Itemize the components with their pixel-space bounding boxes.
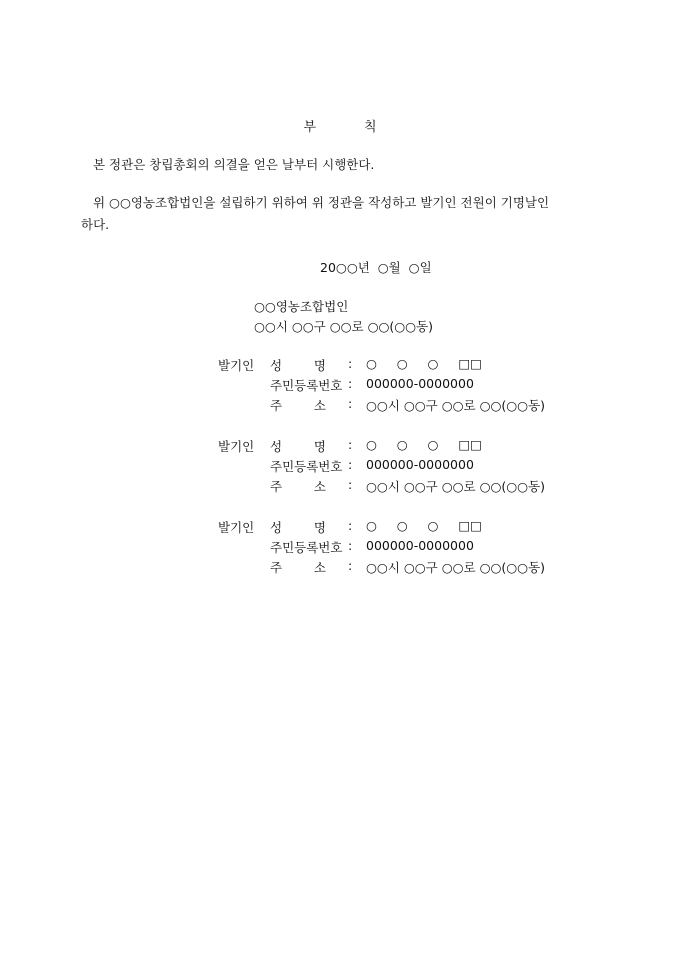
colon: :	[348, 477, 353, 492]
colon: :	[348, 396, 353, 411]
corporation-name: ○○영농조합법인	[254, 299, 349, 314]
promoter-block	[218, 356, 618, 420]
colon: :	[348, 376, 353, 391]
colon: :	[348, 558, 353, 573]
rrn-label: 주민등록번호	[270, 378, 343, 393]
address-label: 주 소	[270, 398, 326, 413]
name-label: 성 명	[270, 520, 326, 535]
corporation-address: ○○시 ○○구 ○○로 ○○(○○동)	[254, 319, 434, 334]
name-label: 성 명	[270, 439, 326, 454]
promoter-block	[218, 437, 618, 501]
promoter-rrn: 000000-0000000	[366, 376, 474, 391]
colon: :	[348, 518, 353, 533]
page-title	[0, 116, 680, 135]
promoter-name: ○ ○ ○ □□	[366, 518, 482, 533]
title-right-char: 칙	[364, 120, 377, 135]
promoter-name: ○ ○ ○ □□	[366, 437, 482, 452]
promoter-address: ○○시 ○○구 ○○로 ○○(○○동)	[366, 560, 546, 575]
title-left-char: 부	[303, 120, 316, 135]
address-label: 주 소	[270, 479, 326, 494]
promoter-role-label: 발기인	[218, 520, 255, 535]
rrn-label: 주민등록번호	[270, 459, 343, 474]
colon: :	[348, 457, 353, 472]
promoter-rrn: 000000-0000000	[366, 457, 474, 472]
colon: :	[348, 356, 353, 371]
colon: :	[348, 538, 353, 553]
rrn-label: 주민등록번호	[270, 540, 343, 555]
establishment-clause-line1: 위 ○○영농조합법인을 설립하기 위하여 위 정관을 작성하고 발기인 전원이 기명날인	[93, 195, 550, 210]
promoter-role-label: 발기인	[218, 358, 255, 373]
establishment-clause-line2: 하다.	[81, 217, 110, 232]
effective-date-clause: 본 정관은 창립총회의 의결을 얻은 날부터 시행한다.	[93, 157, 375, 172]
name-label: 성 명	[270, 358, 326, 373]
promoter-block	[218, 518, 618, 582]
promoter-name: ○ ○ ○ □□	[366, 356, 482, 371]
promoter-role-label: 발기인	[218, 439, 255, 454]
promoter-rrn: 000000-0000000	[366, 538, 474, 553]
document-date: 20○○년 ○월 ○일	[320, 260, 432, 275]
address-label: 주 소	[270, 560, 326, 575]
promoter-address: ○○시 ○○구 ○○로 ○○(○○동)	[366, 479, 546, 494]
promoter-address: ○○시 ○○구 ○○로 ○○(○○동)	[366, 398, 546, 413]
colon: :	[348, 437, 353, 452]
